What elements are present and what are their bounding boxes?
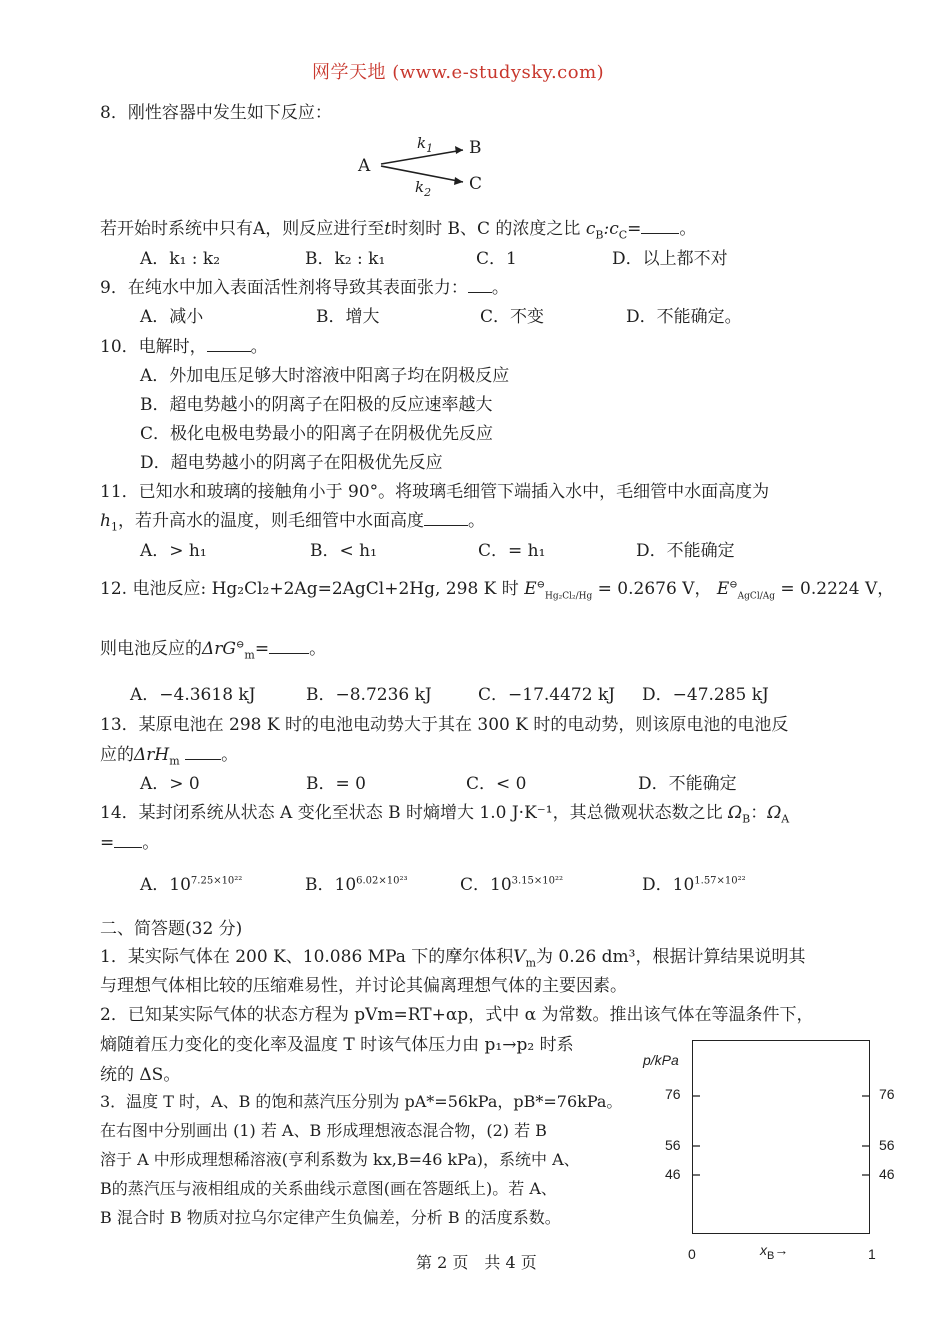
q14-answer-blank[interactable] <box>114 847 142 848</box>
s2-q2-line1: 2．已知某实际气体的状态方程为 pVm=RT+αp，式中 α 为常数。推出该气体在等温条件下， <box>100 1005 814 1025</box>
s2-q1-line2: 与理想气体相比较的压缩难易性，并讨论其偏离理想气体的主要因素。 <box>100 976 627 996</box>
q12-answer-blank[interactable] <box>269 653 309 654</box>
s2-q1-line1: 1．某实际气体在 200 K、10.086 MPa 下的摩尔体积$V_m$为 0.26 dm³，根据计算结果说明其 <box>100 947 806 970</box>
s2-q3-line5: B 混合时 B 物质对拉乌尔定律产生负偏差，分析 B 的活度系数。 <box>100 1208 561 1227</box>
q13-option-d[interactable]: D．不能确定 <box>638 774 737 794</box>
q14-stem-line2: = 。 <box>100 833 160 853</box>
q14-option-b[interactable]: B．$10^{6.02\times 10^{23}}$ <box>305 875 408 895</box>
q13-stem-line2: 应的ΔrH$_m$ 。 <box>100 745 239 768</box>
x-axis-label: $x_B\to$ <box>760 1242 789 1262</box>
rate-constant-k1: $k_1$ <box>417 134 434 155</box>
q14-option-a[interactable]: A．$10^{7.25\times 10^{22}}$ <box>140 875 243 895</box>
x-axis-end: 1 <box>868 1246 876 1262</box>
s2-q2-line2: 熵随着压力变化的变化率及温度 T 时该气体压力由 p₁→p₂ 时系 <box>100 1035 574 1055</box>
q11-option-a[interactable]: A．> h₁ <box>140 541 207 561</box>
section2-title: 二、简答题(32 分) <box>100 919 243 939</box>
q12-option-a[interactable]: A．−4.3618 kJ <box>130 685 256 705</box>
species-c: C <box>469 174 483 194</box>
q9-option-d[interactable]: D．不能确定。 <box>626 307 742 327</box>
q11-stem-line2: $h_1$，若升高水的温度，则毛细管中水面高度 。 <box>100 511 485 534</box>
s2-q3-line4: B的蒸汽压与液相组成的关系曲线示意图(画在答题纸上)。若 A、 <box>100 1179 557 1198</box>
s2-q3-line2: 在右图中分别画出 (1) 若 A、B 形成理想液态混合物，(2) 若 B <box>100 1121 547 1140</box>
q12-option-b[interactable]: B．−8.7236 kJ <box>306 685 432 705</box>
q8-option-d[interactable]: D．以上都不对 <box>612 249 728 269</box>
right-tick-56: 56 <box>879 1137 895 1153</box>
q11-stem-line1: 11．已知水和玻璃的接触角小于 90°。将玻璃毛细管下端插入水中，毛细管中水面高度为 <box>100 482 770 502</box>
right-tick-46: 46 <box>879 1166 895 1182</box>
q9-option-a[interactable]: A．减小 <box>140 307 204 327</box>
species-a: A <box>358 156 371 176</box>
arrowhead-b <box>455 146 463 154</box>
s2-q3-line3: 溶于 A 中形成理想稀溶液(亨利系数为 kx,B=46 kPa)，系统中 A、 <box>100 1150 580 1169</box>
q9-answer-blank[interactable] <box>468 292 492 293</box>
q8-stem: 8．刚性容器中发生如下反应： <box>100 103 332 123</box>
site-watermark-header: 网学天地 (www.e-studysky.com) <box>312 62 605 83</box>
page-footer: 第 2 页 共 4 页 <box>416 1253 537 1272</box>
graph-tick-marks <box>688 1085 874 1185</box>
q9-option-c[interactable]: C．不变 <box>480 307 545 327</box>
q10-option-d[interactable]: D．超电势越小的阴离子在阳极优先反应 <box>140 453 443 473</box>
x-axis-origin: 0 <box>688 1246 696 1262</box>
q8-option-b[interactable]: B．k₂ : k₁ <box>305 249 386 269</box>
q9-stem: 9．在纯水中加入表面活性剂将导致其表面张力： 。 <box>100 278 509 298</box>
q8-option-c[interactable]: C．1 <box>476 249 517 269</box>
rate-constant-k2: $k_2$ <box>415 178 432 199</box>
q12-option-c[interactable]: C．−17.4472 kJ <box>478 685 616 705</box>
q8-reaction-scheme <box>355 130 495 202</box>
q10-option-b[interactable]: B．超电势越小的阴离子在阳极的反应速率越大 <box>140 395 493 415</box>
left-tick-46: 46 <box>665 1166 681 1182</box>
q10-option-a[interactable]: A．外加电压足够大时溶液中阳离子均在阴极反应 <box>140 366 510 386</box>
right-tick-76: 76 <box>879 1086 895 1102</box>
q11-option-d[interactable]: D．不能确定 <box>636 541 735 561</box>
q10-stem: 10．电解时， 。 <box>100 337 268 357</box>
q11-answer-blank[interactable] <box>424 525 468 526</box>
q14-stem-line1: 14．某封闭系统从状态 A 变化至状态 B 时熵增大 1.0 J·K⁻¹，其总微观状态数之比 $\Omega_B$：$\Omega_A$ <box>100 803 790 826</box>
q13-option-a[interactable]: A．> 0 <box>140 774 200 794</box>
left-tick-76: 76 <box>665 1086 681 1102</box>
left-tick-56: 56 <box>665 1137 681 1153</box>
q8-answer-blank[interactable] <box>641 233 679 234</box>
q9-option-b[interactable]: B．增大 <box>316 307 380 327</box>
q12-option-d[interactable]: D．−47.285 kJ <box>642 685 769 705</box>
q8-option-a[interactable]: A．k₁ : k₂ <box>140 249 221 269</box>
q12-stem: 12. 电池反应: Hg₂Cl₂+2Ag=2AgCl+2Hg, 298 K 时 $E^⊖_{Hg_2Cl_2/Hg} = 0.2676$ V， $E^⊖_{AgCl/Ag} = 0.2224$ V， <box>100 579 895 602</box>
q11-option-b[interactable]: B．< h₁ <box>310 541 377 561</box>
q14-option-d[interactable]: D．$10^{1.57\times 10^{22}}$ <box>642 875 746 895</box>
s2-q3-line1: 3．温度 T 时，A、B 的饱和蒸汽压分别为 pA*=56kPa，pB*=76kPa。 <box>100 1092 623 1111</box>
q10-answer-blank[interactable] <box>207 351 251 352</box>
q13-option-b[interactable]: B．= 0 <box>306 774 366 794</box>
q13-answer-blank[interactable] <box>185 759 221 760</box>
graph-y-axis-label: p/kPa <box>643 1052 679 1068</box>
q13-stem-line1: 13．某原电池在 298 K 时的电池电动势大于其在 300 K 时的电动势，则该原电池的电池反 <box>100 715 789 735</box>
q14-option-c[interactable]: C．$10^{3.15\times 10^{22}}$ <box>460 875 564 895</box>
q12-question-line: 则电池反应的ΔrG⊖$_m$= 。 <box>100 639 327 662</box>
q11-option-c[interactable]: C．= h₁ <box>478 541 546 561</box>
q13-option-c[interactable]: C．< 0 <box>466 774 527 794</box>
s2-q2-line3: 统的 ΔS。 <box>100 1065 181 1085</box>
q8-question-line: 若开始时系统中只有A，则反应进行至t时刻时 B、C 的浓度之比 $c_B:c_C=$ 。 <box>100 219 697 242</box>
q10-option-c[interactable]: C．极化电极电势最小的阳离子在阴极优先反应 <box>140 424 494 444</box>
species-b: B <box>469 138 482 158</box>
